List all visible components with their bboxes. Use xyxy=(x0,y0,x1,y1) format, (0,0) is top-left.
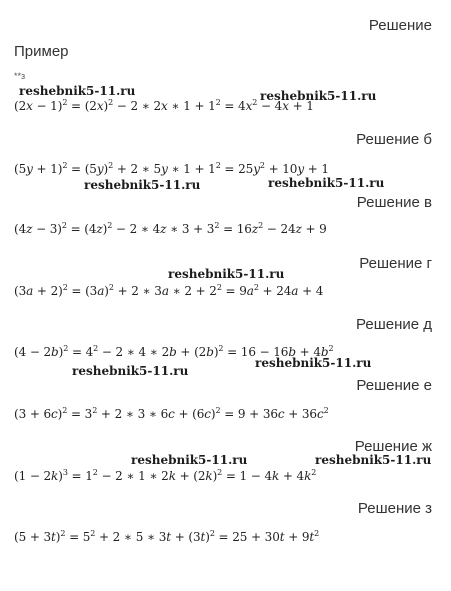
watermark: reshebnik5-11.ru xyxy=(260,89,377,103)
section-heading-z: Решение з xyxy=(357,500,432,517)
section-heading-v: Решение в xyxy=(356,194,432,211)
section-heading-e: Решение е xyxy=(356,377,432,394)
section-heading-d: Решение д xyxy=(356,316,432,333)
formula-v: $(4z - 3)^2 = (4z)^2 - 2$ ∗ 4z ∗ $3 + 3^2 = 16z^2 - 24z + 9$ xyxy=(14,221,327,236)
example-note: **з xyxy=(14,71,26,81)
section-heading-g: Решение г xyxy=(359,255,432,272)
watermark: reshebnik5-11.ru xyxy=(268,176,385,190)
section-heading-b: Решение б xyxy=(356,131,432,148)
watermark: reshebnik5-11.ru xyxy=(72,364,189,378)
watermark: reshebnik5-11.ru xyxy=(168,267,285,281)
watermark: reshebnik5-11.ru xyxy=(84,178,201,192)
formula-z: $(5 + 3t)^2 = 5^2 + 2$ ∗ 5 ∗ $3t + (3t)^2 = 25 + 30t + 9t^2$ xyxy=(14,529,320,544)
formula-b: $(5y + 1)^2 = (5y)^2 + 2$ ∗ 5y ∗ $1 + 1^2 = 25y^2 + 10y + 1$ xyxy=(14,161,329,176)
formula-zh: $(1 - 2k)^3 = 1^2 - 2$ ∗ 1 ∗ $2k + (2k)^2 = 1 - 4k + 4k^2$ xyxy=(14,468,317,483)
formula-a: $(2x - 1)^2 = (2x)^2 - 2$ ∗ 2x ∗ $1 + 1^2 = 4x^2 - 4x + 1$ xyxy=(14,98,314,113)
formula-e: $(3 + 6c)^2 = 3^2 + 2$ ∗ 3 ∗ $6c + (6c)^2 = 9 + 36c + 36c^2$ xyxy=(14,406,329,421)
watermark: reshebnik5-11.ru xyxy=(255,356,372,370)
watermark: reshebnik5-11.ru xyxy=(19,84,136,98)
watermark: reshebnik5-11.ru xyxy=(131,453,248,467)
section-heading-zh: Решение ж xyxy=(354,438,432,455)
example-label: Пример xyxy=(14,43,69,60)
page-title: Решение xyxy=(368,17,432,34)
formula-g: $(3a + 2)^2 = (3a)^2 + 2$ ∗ 3a ∗ $2 + 2^2 = 9a^2 + 24a + 4$ xyxy=(14,283,324,298)
watermark: reshebnik5-11.ru xyxy=(315,453,432,467)
formula-d: $(4 - 2b)^2 = 4^2 - 2$ ∗ 4 ∗ $2b + (2b)^2 = 16 - 16b + 4b^2$ xyxy=(14,344,334,359)
